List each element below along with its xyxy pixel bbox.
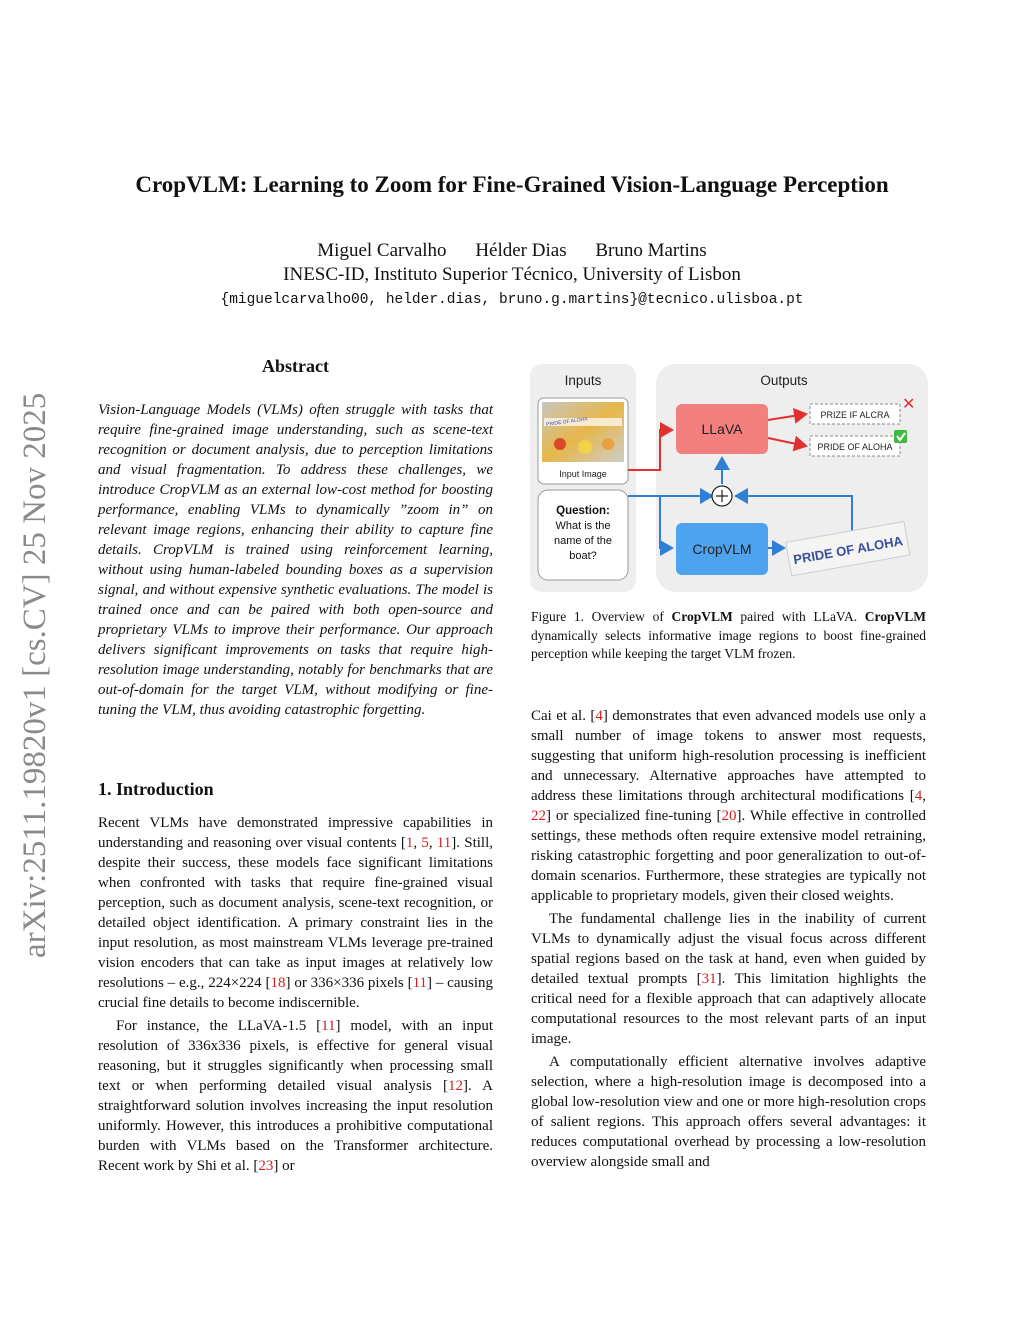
svg-text:boat?: boat? — [569, 550, 597, 562]
inputs-label: Inputs — [564, 373, 602, 388]
question-label: Question: — [556, 505, 610, 517]
paragraph: The fundamental challenge lies in the inability of current VLMs to dynamically adjust the visual focus across different spatial regions based on the task at hand, even when guided by detailed textual prompts [31]. This limitation highlights the critical need for a flexible approach that can adaptively allocate computational resources to the most relevant parts of an input image. — [531, 911, 926, 1047]
section-heading: 1. Introduction — [98, 779, 214, 799]
cropvlm-label: CropVLM — [692, 541, 752, 557]
cropped-region-text: PRIDE OF ALOHA — [792, 533, 904, 568]
citation-link[interactable]: 31 — [701, 971, 717, 987]
citation-link[interactable]: 12 — [448, 1078, 464, 1094]
citation-link[interactable]: 20 — [721, 808, 737, 824]
paragraph: A computationally efficient alternative involves adaptive selection, where a high-resolution image is decomposed into a global low-resolution view and one or more high-resolution crops of salient regions. This approach offers several advantages: it reduces computational overhead by processing a low-resolution overview alongside small and — [531, 1054, 926, 1170]
author-list — [0, 240, 1024, 262]
body-column-right — [531, 706, 926, 1175]
paragraph: For instance, the LLaVA-1.5 [11] model, with an input resolution of 336x336 pixels, is effective for general visual reasoning, but it struggles significantly when processing small text or when performing detailed visual analysis [12]. A straightforward solution involves increasing the input resolution uniformly. However, this introduces a prohibitive computational burden with VLMs based on the Transformer architecture. Recent work by Shi et al. [23] or — [98, 1018, 493, 1174]
citation-link[interactable]: 11 — [412, 975, 428, 991]
outputs-label: Outputs — [760, 373, 808, 388]
figure-caption: Figure 1. Overview of CropVLM paired with LLaVA. CropVLM dynamically selects informative image regions to boost fine-grained perception while keeping the target VLM frozen. — [531, 609, 926, 661]
author-name: Bruno Martins — [595, 240, 707, 261]
figure-overview — [530, 362, 930, 596]
check-icon — [894, 430, 907, 443]
llava-label: LLaVA — [701, 421, 743, 437]
arxiv-identifier: arXiv:2511.19820v1 [cs.CV] 25 Nov 2025 — [17, 392, 53, 958]
input-image-label: Input Image — [559, 469, 607, 479]
author-name: Hélder Dias — [475, 240, 567, 261]
cross-icon: ✕ — [902, 396, 916, 413]
citation-link[interactable]: 5 — [421, 835, 429, 851]
paper-title: CropVLM: Learning to Zoom for Fine-Grained Vision-Language Perception — [135, 172, 889, 197]
input-image-sign-text: PRIDE OF ALOHA — [545, 416, 588, 428]
citation-link[interactable]: 4 — [914, 788, 923, 804]
abstract-text: Vision-Language Models (VLMs) often struggle with tasks that require fine-grained image understanding, such as scene-text recognition or document analysis, due to perception limitations and visual fragmentation. To address these challenges, we introduce CropVLM as an external low-cost method for boosting performance, enabling VLMs to dynamically ”zoom in” on relevant image regions, enhancing their ability to capture fine details. CropVLM is trained using reinforcement learning, without using human-labeled bounding boxes as a supervision signal, and without expensive synthetic evaluations. The model is trained once and can be paired with both open-source and proprietary VLMs to improve their performance. Our approach delivers significant improvements on tasks that require high-resolution image understanding, notably for benchmarks that are out-of-domain for the target VLM, without modifying or fine-tuning the VLM, thus avoiding catastrophic forgetting. — [98, 402, 493, 718]
affiliation: INESC-ID, Instituto Superior Técnico, University of Lisbon — [283, 264, 741, 285]
abstract-heading: Abstract — [262, 356, 329, 376]
author-emails: {miguelcarvalho00, helder.dias, bruno.g.martins}@tecnico.ulisboa.pt — [220, 292, 804, 308]
citation-link[interactable]: 23 — [258, 1158, 274, 1174]
body-column-left — [98, 813, 493, 1179]
svg-text:What is the: What is the — [555, 520, 611, 532]
svg-text:name of the: name of the — [553, 535, 613, 547]
output-wrong-text: PRIZE IF ALCRA — [820, 410, 890, 420]
paragraph: Recent VLMs have demonstrated impressive capabilities in understanding and reasoning over visual contents [1, 5, 11]. Still, despite their success, these models face significant limitations when confronted with tasks that require fine-grained visual perception, such as document analysis, scene-text recognition, or detailed object identification. A primary constraint lies in the input resolution, as most mainstream VLMs leverage pre-trained vision encoders that can take as input images at relatively low resolutions – e.g., 224×224 [18] or 336×336 pixels [11] – causing crucial fine details to become indiscernible. — [98, 815, 493, 1011]
citation-link[interactable]: 4 — [595, 708, 603, 724]
citation-link[interactable]: 18 — [270, 975, 286, 991]
paragraph: Cai et al. [4] demonstrates that even advanced models use only a small number of image tokens to answer most requests, suggesting that uniform high-resolution processing is inefficient and unnecessary. Alternative approaches have attempted to address these limitations through architectural modifications [4, 22] or specialized fine-tuning [20]. While effective in controlled settings, these methods often require extensive model retraining, risking catastrophic forgetting and poor generalization to out-of-domain scenarios. Furthermore, these strategies are typically not applicable to proprietary models, given their closed weights. — [531, 708, 926, 904]
citation-link[interactable]: 22 — [531, 808, 546, 824]
citation-link[interactable]: 11 — [436, 835, 452, 851]
citation-link[interactable]: 1 — [405, 835, 414, 851]
output-right-text: PRIDE OF ALOHA — [817, 442, 893, 452]
author-name: Miguel Carvalho — [317, 240, 447, 261]
citation-link[interactable]: 11 — [321, 1018, 336, 1034]
